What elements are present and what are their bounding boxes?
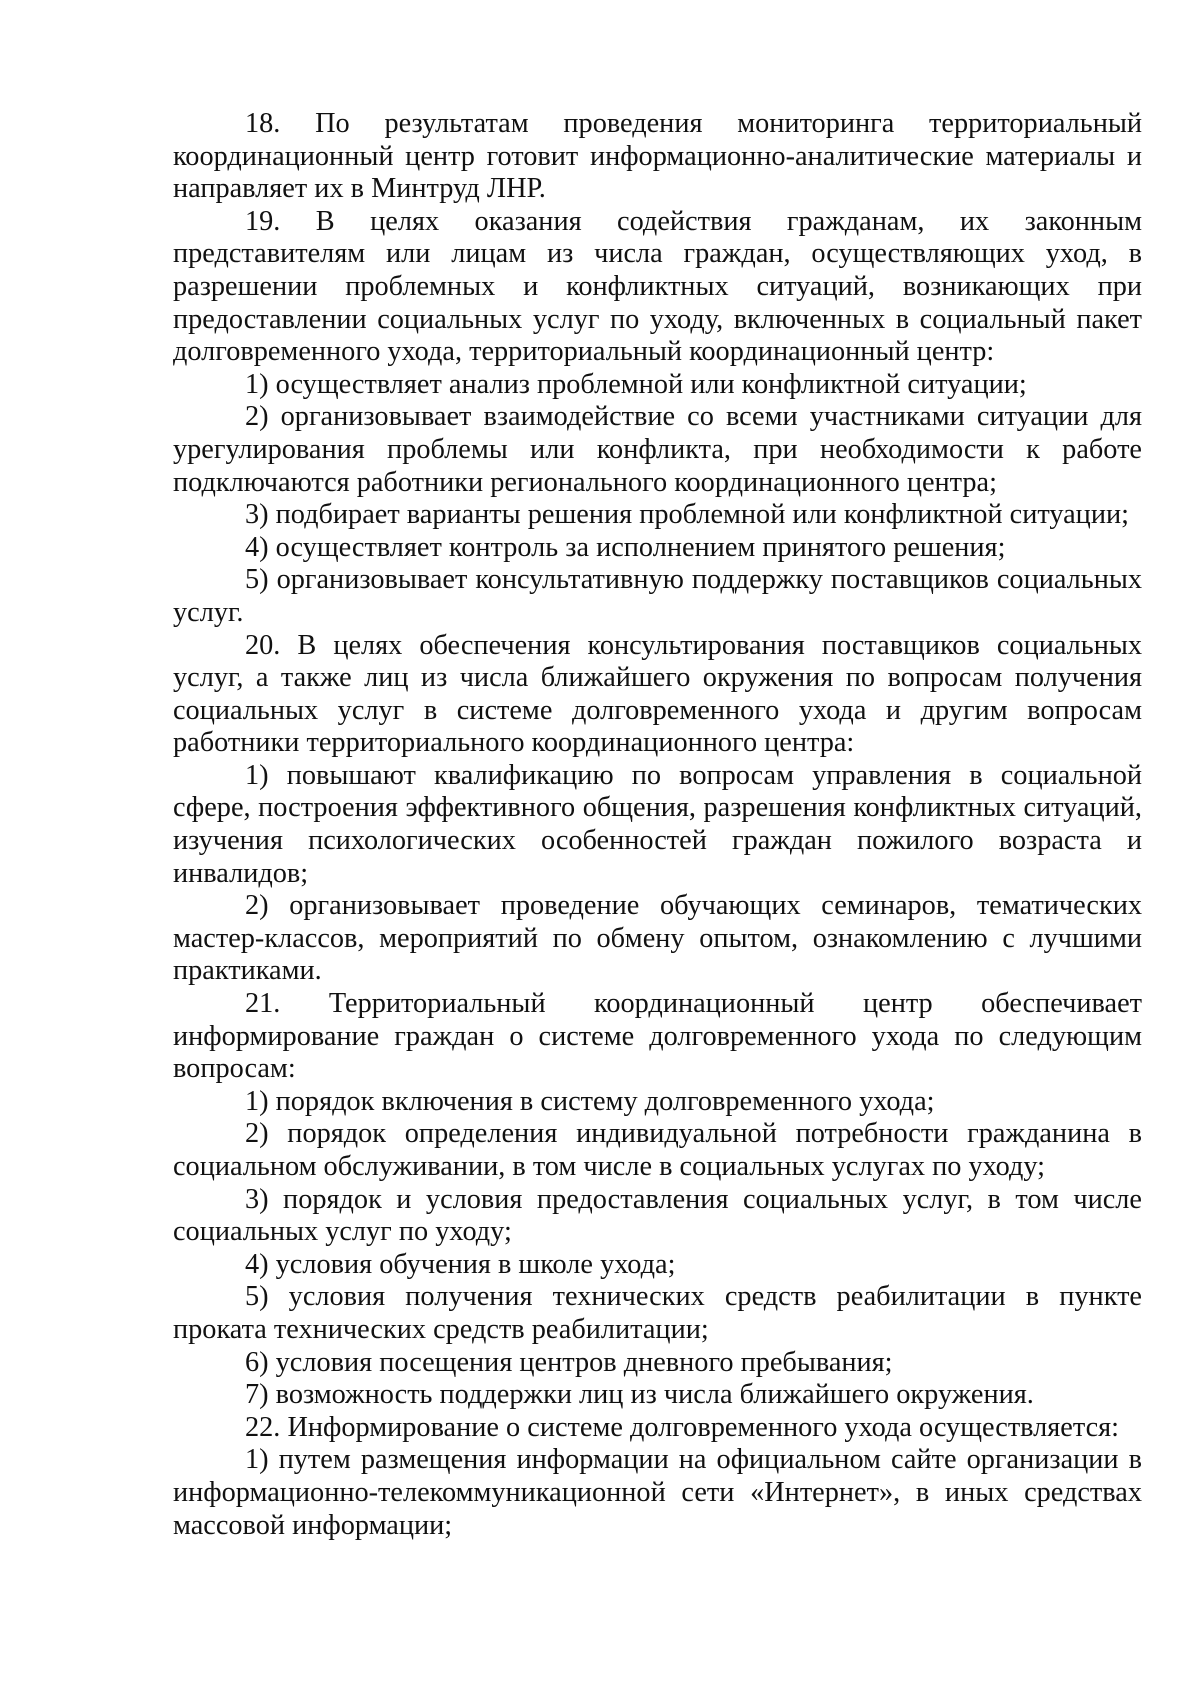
paragraph-21: 21. Территориальный координационный центр обеспечивает информирование граждан о системе долговременного ухода по следующим вопросам: [173,988,1142,1085]
paragraph-21-item-2: 2) порядок определения индивидуальной потребности гражданина в социальном обслуживании, в том числе в социальных услугах по уходу; [173,1118,1142,1182]
paragraph-18: 18. По результатам проведения мониторинга территориальный координационный центр готовит информационно-аналитические материалы и направляет их в Минтруд ЛНР. [173,108,1142,205]
paragraph-22: 22. Информирование о системе долговременного ухода осуществляется: [245,1411,1120,1443]
paragraph-20-item-1: 1) повышают квалификацию по вопросам управления в социальной сфере, построения эффективного общения, разрешения конфликтных ситуаций, изучения психологических особенностей граждан пожилого возраста и инвалидов; [173,759,1142,889]
paragraph-21-item-4: 4) условия обучения в школе ухода; [245,1248,676,1280]
paragraph-19-item-5: 5) организовывает консультативную поддержку поставщиков социальных услуг. [173,564,1142,628]
paragraph-21-item-7: 7) возможность поддержки лиц из числа ближайшего окружения. [245,1379,1034,1411]
paragraph-19-item-2: 2) организовывает взаимодействие со всеми участниками ситуации для урегулирования проблемы или конфликта, при необходимости к работе подключаются работники регионального координационного центра; [173,401,1142,498]
paragraph-21-item-1: 1) порядок включения в систему долговременного ухода; [245,1085,935,1117]
paragraph-20: 20. В целях обеспечения консультирования поставщиков социальных услуг, а также лиц из числа ближайшего окружения по вопросам получения социальных услуг в системе долговременного ухода и другим вопросам работники территориального координационного центра: [173,629,1142,759]
paragraph-20-item-2: 2) организовывает проведение обучающих семинаров, тематических мастер-классов, мероприятий по обмену опытом, ознакомлению с лучшими практиками. [173,890,1142,987]
paragraph-19-item-4: 4) осуществляет контроль за исполнением принятого решения; [245,531,1006,563]
paragraph-19-item-3: 3) подбирает варианты решения проблемной или конфликтной ситуации; [245,499,1129,531]
document-page [173,108,1142,1542]
paragraph-21-item-3: 3) порядок и условия предоставления социальных услуг, в том числе социальных услуг по уходу; [173,1183,1142,1248]
paragraph-21-item-6: 6) условия посещения центров дневного пребывания; [245,1346,893,1378]
paragraph-19-item-1: 1) осуществляет анализ проблемной или конфликтной ситуации; [245,368,1027,400]
paragraph-22-item-1: 1) путем размещения информации на официальном сайте организации в информационно-телекоммуникационной сети «Интернет», в иных средствах массовой информации; [173,1444,1142,1541]
paragraph-21-item-5: 5) условия получения технических средств реабилитации в пункте проката технических средств реабилитации; [173,1281,1142,1345]
paragraph-19: 19. В целях оказания содействия гражданам, их законным представителям или лицам из числа граждан, осуществляющих уход, в разрешении проблемных и конфликтных ситуаций, возникающих при предоставлении социальных услуг по уходу, включенных в социальный пакет долговременного ухода, территориальный координационный центр: [173,205,1142,368]
